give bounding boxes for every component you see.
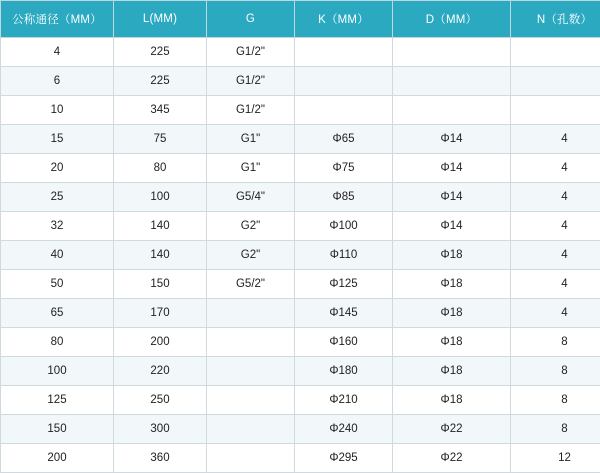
table-cell bbox=[207, 299, 295, 328]
table-cell: Φ160 bbox=[295, 328, 393, 357]
table-cell: 4 bbox=[511, 241, 600, 270]
table-cell: 150 bbox=[114, 270, 207, 299]
table-cell: 250 bbox=[114, 386, 207, 415]
column-header-d: D（MM） bbox=[393, 1, 511, 38]
table-row bbox=[1, 183, 600, 212]
table-cell: Φ18 bbox=[393, 386, 511, 415]
table-cell: Φ100 bbox=[295, 212, 393, 241]
table-cell bbox=[207, 357, 295, 386]
table-cell: 300 bbox=[114, 415, 207, 444]
table-cell: Φ210 bbox=[295, 386, 393, 415]
table-row bbox=[1, 241, 600, 270]
table-cell: G2" bbox=[207, 241, 295, 270]
table-row bbox=[1, 154, 600, 183]
table-cell: G5/4" bbox=[207, 183, 295, 212]
table-cell: Φ110 bbox=[295, 241, 393, 270]
table-cell: 75 bbox=[114, 125, 207, 154]
table-cell: 6 bbox=[1, 67, 114, 96]
table-row bbox=[1, 38, 600, 67]
table-cell: 345 bbox=[114, 96, 207, 125]
table-cell: 225 bbox=[114, 38, 207, 67]
table-cell bbox=[207, 328, 295, 357]
column-header-l: L(MM) bbox=[114, 1, 207, 38]
table-cell: G1" bbox=[207, 125, 295, 154]
table-cell: 360 bbox=[114, 444, 207, 473]
table-cell: Φ18 bbox=[393, 299, 511, 328]
table-cell: 140 bbox=[114, 212, 207, 241]
table-cell: 10 bbox=[1, 96, 114, 125]
table-cell: Φ18 bbox=[393, 328, 511, 357]
table-cell: 100 bbox=[114, 183, 207, 212]
table-row bbox=[1, 415, 600, 444]
table-row bbox=[1, 328, 600, 357]
column-header-g: G bbox=[207, 1, 295, 38]
table-row bbox=[1, 67, 600, 96]
table-cell bbox=[207, 444, 295, 473]
table-cell: 4 bbox=[511, 212, 600, 241]
table-cell: Φ180 bbox=[295, 357, 393, 386]
table-cell: Φ22 bbox=[393, 415, 511, 444]
table-cell bbox=[207, 386, 295, 415]
table-cell: 170 bbox=[114, 299, 207, 328]
table-row bbox=[1, 444, 600, 473]
table-cell: Φ22 bbox=[393, 444, 511, 473]
table-cell: Φ18 bbox=[393, 357, 511, 386]
table-cell bbox=[393, 38, 511, 67]
table-cell: 25 bbox=[1, 183, 114, 212]
table-cell: Φ65 bbox=[295, 125, 393, 154]
table-row bbox=[1, 125, 600, 154]
table-cell: Φ240 bbox=[295, 415, 393, 444]
table-row bbox=[1, 357, 600, 386]
table-cell bbox=[295, 38, 393, 67]
table-cell: 50 bbox=[1, 270, 114, 299]
table-cell: 150 bbox=[1, 415, 114, 444]
table-header bbox=[1, 1, 600, 38]
table-cell: Φ14 bbox=[393, 183, 511, 212]
table-cell: 200 bbox=[114, 328, 207, 357]
table-cell: 200 bbox=[1, 444, 114, 473]
table-cell: 12 bbox=[511, 444, 600, 473]
table-cell: 15 bbox=[1, 125, 114, 154]
table-row bbox=[1, 212, 600, 241]
table-cell: Φ125 bbox=[295, 270, 393, 299]
table-cell: 220 bbox=[114, 357, 207, 386]
table-cell bbox=[393, 96, 511, 125]
table-cell: 20 bbox=[1, 154, 114, 183]
table-cell: 8 bbox=[511, 415, 600, 444]
table-cell: 4 bbox=[1, 38, 114, 67]
table-cell bbox=[295, 96, 393, 125]
table-cell: Φ75 bbox=[295, 154, 393, 183]
table-cell: G1" bbox=[207, 154, 295, 183]
column-header-n: N（孔数） bbox=[511, 1, 600, 38]
table-cell: Φ14 bbox=[393, 125, 511, 154]
table-cell bbox=[511, 67, 600, 96]
table-cell: G1/2" bbox=[207, 96, 295, 125]
table-cell bbox=[207, 415, 295, 444]
table-cell: Φ145 bbox=[295, 299, 393, 328]
table-cell: 40 bbox=[1, 241, 114, 270]
table-cell: 225 bbox=[114, 67, 207, 96]
table-cell bbox=[511, 96, 600, 125]
table-cell: 8 bbox=[511, 386, 600, 415]
table-cell: 4 bbox=[511, 154, 600, 183]
table-cell: Φ18 bbox=[393, 270, 511, 299]
table-cell: G5/2" bbox=[207, 270, 295, 299]
table-cell: Φ295 bbox=[295, 444, 393, 473]
table-cell: 65 bbox=[1, 299, 114, 328]
table-cell: 8 bbox=[511, 357, 600, 386]
table-cell: Φ18 bbox=[393, 241, 511, 270]
table-row bbox=[1, 270, 600, 299]
table-cell bbox=[511, 38, 600, 67]
table-cell: 4 bbox=[511, 299, 600, 328]
table-row bbox=[1, 386, 600, 415]
table-cell: 4 bbox=[511, 270, 600, 299]
table-body bbox=[1, 38, 600, 473]
table-cell: G1/2" bbox=[207, 38, 295, 67]
table-cell: G1/2" bbox=[207, 67, 295, 96]
table-cell bbox=[393, 67, 511, 96]
column-header-nominal-diameter: 公称通径（MM） bbox=[1, 1, 114, 38]
table-cell bbox=[295, 67, 393, 96]
table-cell: 140 bbox=[114, 241, 207, 270]
table-cell: 8 bbox=[511, 328, 600, 357]
table-header-row bbox=[1, 1, 600, 38]
table-cell: 32 bbox=[1, 212, 114, 241]
table-cell: Φ14 bbox=[393, 154, 511, 183]
table-cell: 4 bbox=[511, 125, 600, 154]
table-cell: 80 bbox=[1, 328, 114, 357]
table-cell: Φ85 bbox=[295, 183, 393, 212]
table-cell: 100 bbox=[1, 357, 114, 386]
table-cell: Φ14 bbox=[393, 212, 511, 241]
table-row bbox=[1, 299, 600, 328]
table-cell: 80 bbox=[114, 154, 207, 183]
table-cell: 125 bbox=[1, 386, 114, 415]
table-cell: 4 bbox=[511, 183, 600, 212]
column-header-k: K（MM） bbox=[295, 1, 393, 38]
table-cell: G2" bbox=[207, 212, 295, 241]
table-row bbox=[1, 96, 600, 125]
